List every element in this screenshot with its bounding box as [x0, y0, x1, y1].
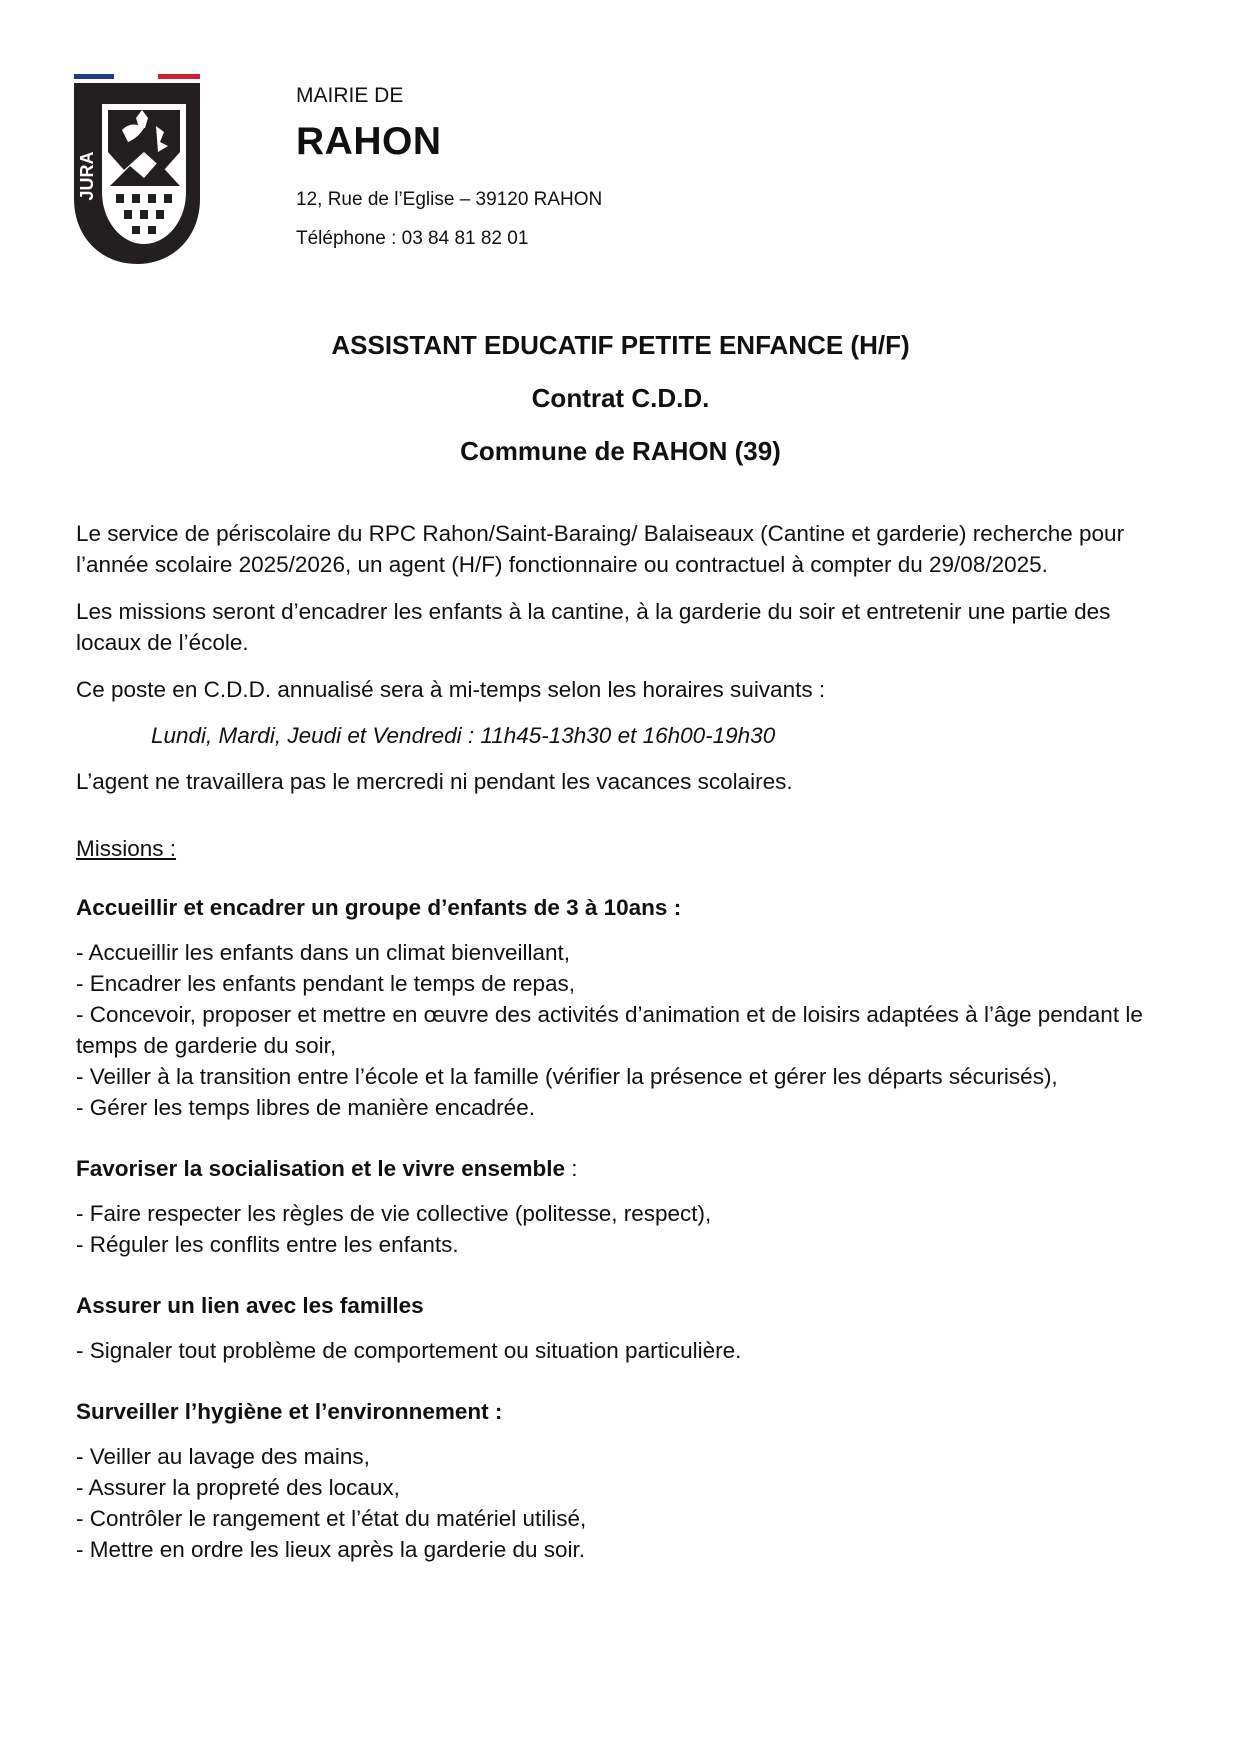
section-title-text: Favoriser la socialisation et le vivre ensemble	[76, 1156, 565, 1181]
jura-coat-of-arms-logo	[74, 74, 200, 264]
town-name: RAHON	[296, 120, 442, 163]
list-item: - Veiller au lavage des mains,	[76, 1444, 370, 1469]
mairie-label: MAIRIE DE	[296, 84, 404, 107]
list-item: - Mettre en ordre les lieux après la garderie du soir.	[76, 1537, 585, 1562]
section-title	[76, 1153, 1176, 1184]
contract-type: Contrat C.D.D.	[531, 383, 710, 413]
town-hall-phone: Téléphone : 03 84 81 82 01	[296, 228, 529, 249]
non-working-days-paragraph: L’agent ne travaillera pas le mercredi ni pendant les vacances scolaires.	[76, 769, 793, 794]
section-list	[76, 1198, 1176, 1260]
list-item: - Gérer les temps libres de manière encadrée.	[76, 1095, 535, 1120]
schedule-intro-paragraph: Ce poste en C.D.D. annualisé sera à mi-temps selon les horaires suivants :	[76, 677, 826, 702]
list-item: - Concevoir, proposer et mettre en œuvre des activités d’animation et de loisirs adaptées à l’âge pendant le temps de garderie du soir,	[76, 1002, 1143, 1058]
list-item: - Accueillir les enfants dans un climat bienveillant,	[76, 940, 571, 965]
logo-jura-text: JURA	[77, 151, 97, 201]
town-hall-address: 12, Rue de l’Eglise – 39120 RAHON	[296, 189, 603, 210]
list-item: - Contrôler le rangement et l’état du matériel utilisé,	[76, 1506, 587, 1531]
list-item: - Veiller à la transition entre l’école et la famille (vérifier la présence et gérer les départs sécurisés),	[76, 1064, 1058, 1089]
list-item: - Réguler les conflits entre les enfants.	[76, 1232, 459, 1257]
list-item: - Assurer la propreté des locaux,	[76, 1475, 400, 1500]
job-title: ASSISTANT EDUCATIF PETITE ENFANCE (H/F)	[331, 330, 910, 360]
missions-summary-paragraph: Les missions seront d’encadrer les enfants à la cantine, à la garderie du soir et entretenir une partie des locaux de l’école.	[76, 599, 1111, 655]
section-title-text: Accueillir et encadrer un groupe d’enfants de 3 à 10ans :	[76, 895, 682, 920]
section-list	[76, 937, 1176, 1123]
list-item: - Faire respecter les règles de vie collective (politesse, respect),	[76, 1201, 712, 1226]
section-title-tail: :	[565, 1156, 578, 1181]
working-hours: Lundi, Mardi, Jeudi et Vendredi : 11h45-13h30 et 16h00-19h30	[151, 723, 776, 748]
section-title-text: Surveiller l’hygiène et l’environnement :	[76, 1399, 503, 1424]
section-title	[76, 1290, 1176, 1321]
section-list	[76, 1441, 1176, 1565]
job-description	[76, 518, 1176, 1595]
section-title-text: Assurer un lien avec les familles	[76, 1293, 424, 1318]
intro-paragraph: Le service de périscolaire du RPC Rahon/Saint-Baraing/ Balaiseaux (Cantine et garderie) recherche pour l’année scolaire 2025/2026, un agent (H/F) fonctionnaire ou contractuel à compter du 29/08/2025.	[76, 521, 1125, 577]
section-title	[76, 1396, 1176, 1427]
section-list	[76, 1335, 1176, 1366]
commune-name: Commune de RAHON (39)	[460, 436, 781, 466]
list-item: - Encadrer les enfants pendant le temps de repas,	[76, 971, 576, 996]
missions-heading: Missions :	[76, 836, 177, 861]
list-item: - Signaler tout problème de comportement ou situation particulière.	[76, 1338, 742, 1363]
section-title	[76, 892, 1176, 923]
